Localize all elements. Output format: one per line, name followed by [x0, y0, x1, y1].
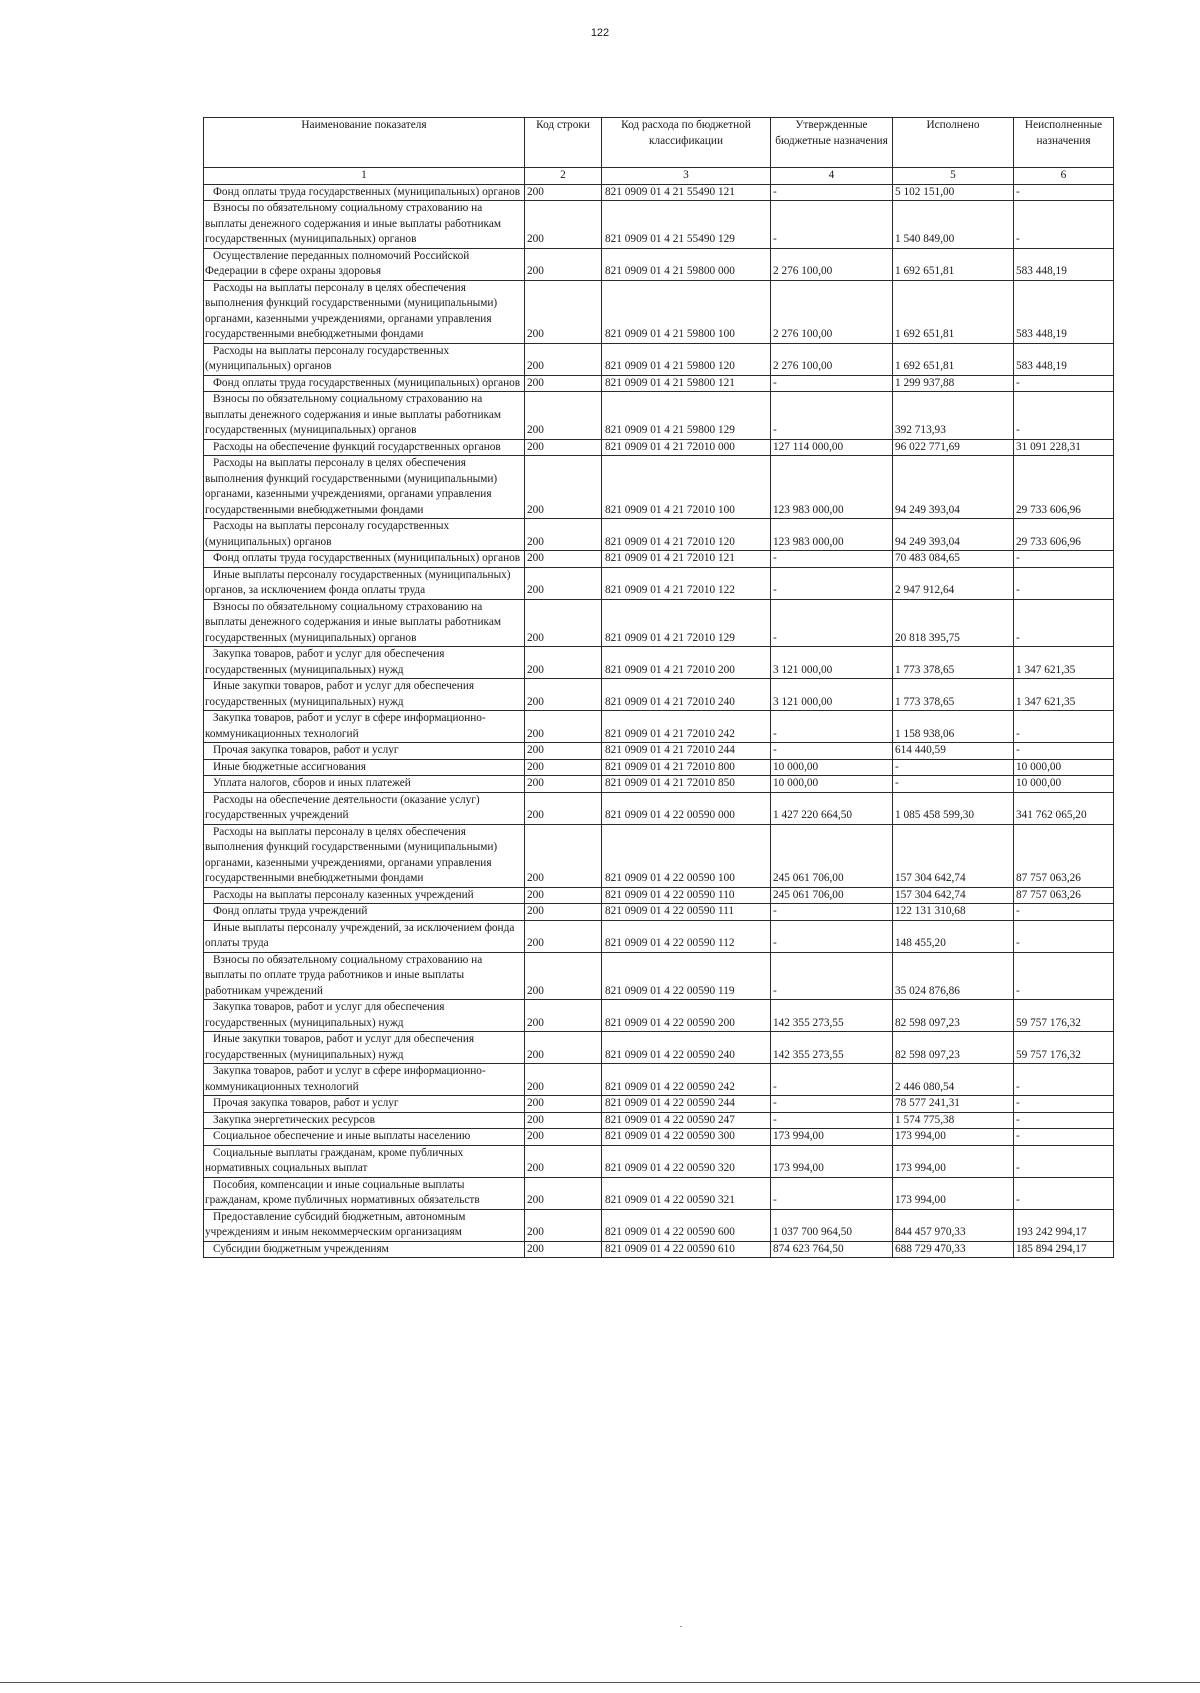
row-name-cell: [204, 519, 525, 551]
row-line-code-cell: 200: [525, 439, 602, 456]
row-approved-cell: -: [771, 201, 893, 249]
row-expense-code-cell: 821 0909 01 4 22 00590 242: [602, 1064, 771, 1096]
row-name-text: Расходы на обеспечение деятельности (оказание услуг) государственных учреждений: [205, 793, 480, 821]
row-expense-code-cell: 821 0909 01 4 22 00590 119: [602, 952, 771, 1000]
row-unexecuted-cell: 59 757 176,32: [1014, 1032, 1114, 1064]
row-executed-cell: 688 729 470,33: [893, 1241, 1014, 1258]
table-row: [204, 920, 1114, 952]
row-executed-cell: 5 102 151,00: [893, 184, 1014, 201]
row-approved-cell: 2 276 100,00: [771, 248, 893, 280]
row-executed-cell: 35 024 876,86: [893, 952, 1014, 1000]
row-name-cell: [204, 711, 525, 743]
row-unexecuted-cell: -: [1014, 1145, 1114, 1177]
row-line-code-cell: 200: [525, 248, 602, 280]
row-executed-cell: 20 818 395,75: [893, 599, 1014, 647]
row-name-text: Закупка товаров, работ и услуг для обеспечения государственных (муниципальных) нужд: [205, 648, 445, 676]
row-approved-cell: -: [771, 392, 893, 440]
row-approved-cell: -: [771, 567, 893, 599]
row-executed-cell: 173 994,00: [893, 1145, 1014, 1177]
row-name-cell: [204, 759, 525, 776]
row-approved-cell: 3 121 000,00: [771, 647, 893, 679]
table-row: [204, 248, 1114, 280]
row-executed-cell: 94 249 393,04: [893, 519, 1014, 551]
row-approved-cell: -: [771, 1177, 893, 1209]
row-expense-code-cell: 821 0909 01 4 21 72010 121: [602, 551, 771, 568]
row-name-cell: [204, 1032, 525, 1064]
row-expense-code-cell: 821 0909 01 4 22 00590 000: [602, 792, 771, 824]
row-line-code-cell: 200: [525, 952, 602, 1000]
row-name-text: Социальные выплаты гражданам, кроме публичных нормативных социальных выплат: [205, 1146, 464, 1174]
row-approved-cell: 2 276 100,00: [771, 280, 893, 343]
row-name-text: Иные выплаты персоналу учреждений, за исключением фонда оплаты труда: [205, 921, 515, 949]
row-unexecuted-cell: 10 000,00: [1014, 776, 1114, 793]
row-executed-cell: 2 947 912,64: [893, 567, 1014, 599]
row-name-cell: [204, 679, 525, 711]
row-name-cell: [204, 201, 525, 249]
table-row: [204, 776, 1114, 793]
row-approved-cell: 123 983 000,00: [771, 519, 893, 551]
row-name-text: Закупка товаров, работ и услуг для обеспечения государственных (муниципальных) нужд: [205, 1001, 445, 1029]
row-line-code-cell: 200: [525, 280, 602, 343]
row-unexecuted-cell: 59 757 176,32: [1014, 1000, 1114, 1032]
row-approved-cell: 123 983 000,00: [771, 456, 893, 519]
row-name-cell: [204, 184, 525, 201]
row-unexecuted-cell: -: [1014, 743, 1114, 760]
row-expense-code-cell: 821 0909 01 4 21 72010 850: [602, 776, 771, 793]
row-approved-cell: 10 000,00: [771, 776, 893, 793]
row-line-code-cell: 200: [525, 392, 602, 440]
row-expense-code-cell: 821 0909 01 4 22 00590 110: [602, 887, 771, 904]
row-executed-cell: 844 457 970,33: [893, 1209, 1014, 1241]
table-row: [204, 599, 1114, 647]
row-name-cell: [204, 1177, 525, 1209]
row-name-text: Взносы по обязательному социальному страхованию на выплаты по оплате труда работников и иные выплаты работникам учреждений: [205, 953, 483, 997]
table-row: [204, 1241, 1114, 1258]
row-name-text: Иные закупки товаров, работ и услуг для обеспечения государственных (муниципальных) нужд: [205, 680, 475, 708]
row-approved-cell: 173 994,00: [771, 1129, 893, 1146]
row-name-cell: [204, 904, 525, 921]
row-name-text: Предоставление субсидий бюджетным, автономным учреждениям и иным некоммерческим организациям: [205, 1210, 466, 1238]
row-executed-cell: 1 085 458 599,30: [893, 792, 1014, 824]
row-executed-cell: -: [893, 759, 1014, 776]
row-executed-cell: 1 158 938,06: [893, 711, 1014, 743]
row-executed-cell: 96 022 771,69: [893, 439, 1014, 456]
row-unexecuted-cell: -: [1014, 1064, 1114, 1096]
row-approved-cell: -: [771, 904, 893, 921]
row-name-text: Прочая закупка товаров, работ и услуг: [213, 1097, 399, 1109]
row-executed-cell: 173 994,00: [893, 1177, 1014, 1209]
row-expense-code-cell: 821 0909 01 4 22 00590 247: [602, 1112, 771, 1129]
row-name-cell: [204, 776, 525, 793]
row-name-text: Иные закупки товаров, работ и услуг для обеспечения государственных (муниципальных) нужд: [205, 1033, 475, 1061]
table-row: [204, 1112, 1114, 1129]
table-row: [204, 759, 1114, 776]
row-expense-code-cell: 821 0909 01 4 21 59800 100: [602, 280, 771, 343]
row-executed-cell: 173 994,00: [893, 1129, 1014, 1146]
table-row: [204, 711, 1114, 743]
row-unexecuted-cell: -: [1014, 711, 1114, 743]
column-number: 2: [525, 168, 602, 185]
row-name-text: Расходы на выплаты персоналу в целях обеспечения выполнения функций государственными (муниципальными) органами, казенными учреждениями, органами управления государственными внебюджетными фондами: [205, 457, 498, 516]
row-approved-cell: 1 037 700 964,50: [771, 1209, 893, 1241]
row-expense-code-cell: 821 0909 01 4 21 72010 244: [602, 743, 771, 760]
row-name-cell: [204, 551, 525, 568]
row-executed-cell: 157 304 642,74: [893, 824, 1014, 887]
row-executed-cell: 2 446 080,54: [893, 1064, 1014, 1096]
row-expense-code-cell: 821 0909 01 4 22 00590 600: [602, 1209, 771, 1241]
row-approved-cell: 245 061 706,00: [771, 887, 893, 904]
row-line-code-cell: 200: [525, 1064, 602, 1096]
row-executed-cell: 82 598 097,23: [893, 1032, 1014, 1064]
table-row: [204, 551, 1114, 568]
row-expense-code-cell: 821 0909 01 4 21 72010 200: [602, 647, 771, 679]
row-line-code-cell: 200: [525, 1177, 602, 1209]
row-name-text: Фонд оплаты труда государственных (муниципальных) органов: [213, 376, 521, 389]
row-unexecuted-cell: 29 733 606,96: [1014, 519, 1114, 551]
row-approved-cell: -: [771, 1064, 893, 1096]
table-row: [204, 1000, 1114, 1032]
row-executed-cell: 1 692 651,81: [893, 248, 1014, 280]
row-name-text: Взносы по обязательному социальному страхованию на выплаты денежного содержания и иные выплаты работникам государственных (муниципальных) органов: [205, 393, 501, 436]
row-approved-cell: -: [771, 551, 893, 568]
row-expense-code-cell: 821 0909 01 4 21 55490 121: [602, 184, 771, 201]
row-line-code-cell: 200: [525, 1000, 602, 1032]
row-line-code-cell: 200: [525, 1112, 602, 1129]
row-name-cell: [204, 1209, 525, 1241]
row-name-cell: [204, 248, 525, 280]
row-executed-cell: 157 304 642,74: [893, 887, 1014, 904]
table-row: [204, 184, 1114, 201]
row-name-text: Закупка товаров, работ и услуг в сфере информационно-коммуникационных технологий: [205, 712, 486, 740]
row-unexecuted-cell: -: [1014, 1112, 1114, 1129]
row-name-cell: [204, 1241, 525, 1258]
row-executed-cell: 392 713,93: [893, 392, 1014, 440]
row-expense-code-cell: 821 0909 01 4 21 72010 122: [602, 567, 771, 599]
row-name-text: Расходы на выплаты персоналу в целях обеспечения выполнения функций государственными (муниципальными) органами, казенными учреждениями, органами управления государственными внебюджетными фондами: [205, 825, 498, 884]
row-line-code-cell: 200: [525, 792, 602, 824]
row-name-cell: [204, 375, 525, 392]
row-expense-code-cell: 821 0909 01 4 22 00590 244: [602, 1096, 771, 1113]
row-approved-cell: 245 061 706,00: [771, 824, 893, 887]
row-name-text: Субсидии бюджетным учреждениям: [213, 1242, 389, 1255]
row-approved-cell: 3 121 000,00: [771, 679, 893, 711]
row-unexecuted-cell: 10 000,00: [1014, 759, 1114, 776]
row-name-cell: [204, 824, 525, 887]
row-line-code-cell: 200: [525, 1096, 602, 1113]
row-line-code-cell: 200: [525, 551, 602, 568]
row-name-text: Расходы на выплаты персоналу государственных (муниципальных) органов: [205, 344, 450, 372]
row-executed-cell: 122 131 310,68: [893, 904, 1014, 921]
row-approved-cell: -: [771, 952, 893, 1000]
row-line-code-cell: 200: [525, 1129, 602, 1146]
row-executed-cell: 1 692 651,81: [893, 343, 1014, 375]
row-name-cell: [204, 887, 525, 904]
page-number: 122: [590, 27, 610, 39]
row-name-text: Фонд оплаты труда государственных (муниципальных) органов: [213, 552, 521, 564]
row-approved-cell: 142 355 273,55: [771, 1032, 893, 1064]
row-approved-cell: -: [771, 711, 893, 743]
header-indicator-name: Наименование показателя: [204, 118, 525, 168]
row-name-text: Расходы на выплаты персоналу казенных учреждений: [213, 888, 474, 901]
row-name-text: Социальное обеспечение и иные выплаты населению: [213, 1130, 471, 1142]
row-line-code-cell: 200: [525, 201, 602, 249]
row-name-cell: [204, 743, 525, 760]
row-name-cell: [204, 343, 525, 375]
table-row: [204, 743, 1114, 760]
row-line-code-cell: 200: [525, 599, 602, 647]
table-row: [204, 567, 1114, 599]
row-unexecuted-cell: -: [1014, 201, 1114, 249]
column-number-row: [204, 168, 1114, 185]
row-executed-cell: 1 574 775,38: [893, 1112, 1014, 1129]
row-unexecuted-cell: 31 091 228,31: [1014, 439, 1114, 456]
row-expense-code-cell: 821 0909 01 4 21 59800 129: [602, 392, 771, 440]
row-expense-code-cell: 821 0909 01 4 21 72010 100: [602, 456, 771, 519]
row-name-text: Закупка энергетических ресурсов: [213, 1113, 375, 1126]
row-name-text: Прочая закупка товаров, работ и услуг: [213, 744, 399, 756]
row-expense-code-cell: 821 0909 01 4 21 72010 129: [602, 599, 771, 647]
row-executed-cell: 1 773 378,65: [893, 679, 1014, 711]
row-line-code-cell: 200: [525, 647, 602, 679]
row-unexecuted-cell: 29 733 606,96: [1014, 456, 1114, 519]
table-row: [204, 1177, 1114, 1209]
row-executed-cell: 1 692 651,81: [893, 280, 1014, 343]
header-unexecuted: Неисполненные назначения: [1014, 118, 1114, 168]
row-approved-cell: -: [771, 184, 893, 201]
row-unexecuted-cell: 583 448,19: [1014, 248, 1114, 280]
row-unexecuted-cell: 185 894 294,17: [1014, 1241, 1114, 1258]
row-unexecuted-cell: -: [1014, 1129, 1114, 1146]
row-name-cell: [204, 1064, 525, 1096]
row-expense-code-cell: 821 0909 01 4 21 72010 240: [602, 679, 771, 711]
row-executed-cell: 614 440,59: [893, 743, 1014, 760]
row-line-code-cell: 200: [525, 743, 602, 760]
row-line-code-cell: 200: [525, 1032, 602, 1064]
table-row: [204, 343, 1114, 375]
column-number: 3: [602, 168, 771, 185]
table-row: [204, 904, 1114, 921]
row-line-code-cell: 200: [525, 904, 602, 921]
row-unexecuted-cell: -: [1014, 567, 1114, 599]
row-approved-cell: 1 427 220 664,50: [771, 792, 893, 824]
row-name-cell: [204, 280, 525, 343]
row-line-code-cell: 200: [525, 711, 602, 743]
row-line-code-cell: 200: [525, 519, 602, 551]
row-name-text: Пособия, компенсации и иные социальные выплаты гражданам, кроме публичных нормативных обязательств: [205, 1178, 480, 1206]
row-approved-cell: 10 000,00: [771, 759, 893, 776]
row-line-code-cell: 200: [525, 887, 602, 904]
table-row: [204, 647, 1114, 679]
row-name-cell: [204, 599, 525, 647]
row-executed-cell: 1 773 378,65: [893, 647, 1014, 679]
row-executed-cell: 1 540 849,00: [893, 201, 1014, 249]
table-row: [204, 280, 1114, 343]
row-name-text: Иные бюджетные ассигнования: [213, 760, 366, 773]
row-expense-code-cell: 821 0909 01 4 22 00590 100: [602, 824, 771, 887]
row-line-code-cell: 200: [525, 824, 602, 887]
row-line-code-cell: 200: [525, 679, 602, 711]
row-name-text: Фонд оплаты труда учреждений: [213, 905, 368, 917]
column-number: 6: [1014, 168, 1114, 185]
table-row: [204, 392, 1114, 440]
row-line-code-cell: 200: [525, 759, 602, 776]
row-unexecuted-cell: -: [1014, 952, 1114, 1000]
row-expense-code-cell: 821 0909 01 4 21 72010 800: [602, 759, 771, 776]
row-line-code-cell: 200: [525, 776, 602, 793]
row-name-text: Осуществление переданных полномочий Российской Федерации в сфере охраны здоровья: [205, 249, 470, 277]
row-executed-cell: 82 598 097,23: [893, 1000, 1014, 1032]
row-unexecuted-cell: -: [1014, 184, 1114, 201]
table-row: [204, 1209, 1114, 1241]
row-line-code-cell: 200: [525, 184, 602, 201]
row-expense-code-cell: 821 0909 01 4 22 00590 240: [602, 1032, 771, 1064]
row-executed-cell: -: [893, 776, 1014, 793]
row-name-text: Взносы по обязательному социальному страхованию на выплаты денежного содержания и иные выплаты работникам государственных (муниципальных) органов: [205, 202, 501, 245]
header-executed: Исполнено: [893, 118, 1014, 168]
row-approved-cell: 173 994,00: [771, 1145, 893, 1177]
row-unexecuted-cell: -: [1014, 904, 1114, 921]
row-expense-code-cell: 821 0909 01 4 21 59800 121: [602, 375, 771, 392]
row-expense-code-cell: 821 0909 01 4 22 00590 111: [602, 904, 771, 921]
row-unexecuted-cell: 583 448,19: [1014, 343, 1114, 375]
column-number: 5: [893, 168, 1014, 185]
table-row: [204, 887, 1114, 904]
row-expense-code-cell: 821 0909 01 4 21 59800 000: [602, 248, 771, 280]
row-unexecuted-cell: 87 757 063,26: [1014, 824, 1114, 887]
row-line-code-cell: 200: [525, 567, 602, 599]
row-approved-cell: 142 355 273,55: [771, 1000, 893, 1032]
row-name-cell: [204, 1000, 525, 1032]
row-name-cell: [204, 1129, 525, 1146]
row-line-code-cell: 200: [525, 1145, 602, 1177]
row-approved-cell: -: [771, 1112, 893, 1129]
row-executed-cell: 1 299 937,88: [893, 375, 1014, 392]
row-approved-cell: -: [771, 920, 893, 952]
row-name-text: Фонд оплаты труда государственных (муниципальных) органов: [213, 185, 521, 198]
column-number: 1: [204, 168, 525, 185]
table-row: [204, 952, 1114, 1000]
row-name-cell: [204, 952, 525, 1000]
column-number: 4: [771, 168, 893, 185]
row-name-cell: [204, 1145, 525, 1177]
table-row: [204, 375, 1114, 392]
row-executed-cell: 94 249 393,04: [893, 456, 1014, 519]
row-name-text: Взносы по обязательному социальному страхованию на выплаты денежного содержания и иные выплаты работникам государственных (муниципальных) органов: [205, 600, 501, 644]
table-row: [204, 1096, 1114, 1113]
row-expense-code-cell: 821 0909 01 4 21 72010 120: [602, 519, 771, 551]
row-name-text: Расходы на выплаты персоналу государственных (муниципальных) органов: [205, 520, 450, 548]
table-row: [204, 792, 1114, 824]
row-unexecuted-cell: -: [1014, 375, 1114, 392]
row-line-code-cell: 200: [525, 343, 602, 375]
row-expense-code-cell: 821 0909 01 4 22 00590 321: [602, 1177, 771, 1209]
row-unexecuted-cell: 1 347 621,35: [1014, 679, 1114, 711]
row-executed-cell: 70 483 084,65: [893, 551, 1014, 568]
row-line-code-cell: 200: [525, 1209, 602, 1241]
row-unexecuted-cell: 1 347 621,35: [1014, 647, 1114, 679]
table-row: [204, 439, 1114, 456]
row-executed-cell: 148 455,20: [893, 920, 1014, 952]
row-expense-code-cell: 821 0909 01 4 22 00590 200: [602, 1000, 771, 1032]
row-expense-code-cell: 821 0909 01 4 21 59800 120: [602, 343, 771, 375]
page-bottom-rule: [0, 1682, 1200, 1683]
row-line-code-cell: 200: [525, 375, 602, 392]
table-row: [204, 1064, 1114, 1096]
row-unexecuted-cell: 341 762 065,20: [1014, 792, 1114, 824]
row-expense-code-cell: 821 0909 01 4 22 00590 112: [602, 920, 771, 952]
row-name-cell: [204, 1112, 525, 1129]
row-unexecuted-cell: -: [1014, 392, 1114, 440]
table-row: [204, 201, 1114, 249]
row-expense-code-cell: 821 0909 01 4 22 00590 610: [602, 1241, 771, 1258]
row-approved-cell: -: [771, 599, 893, 647]
row-unexecuted-cell: -: [1014, 920, 1114, 952]
row-approved-cell: -: [771, 375, 893, 392]
table-row: [204, 679, 1114, 711]
table-body: [204, 184, 1114, 1258]
header-approved: Утвержденные бюджетные назначения: [771, 118, 893, 168]
row-approved-cell: 2 276 100,00: [771, 343, 893, 375]
header-expense-code: Код расхода по бюджетной классификации: [602, 118, 771, 168]
row-name-cell: [204, 439, 525, 456]
table-row: [204, 824, 1114, 887]
row-name-text: Иные выплаты персоналу государственных (муниципальных) органов, за исключением фонда оплаты труда: [205, 568, 511, 596]
row-name-cell: [204, 392, 525, 440]
row-unexecuted-cell: 583 448,19: [1014, 280, 1114, 343]
row-unexecuted-cell: 87 757 063,26: [1014, 887, 1114, 904]
table-row: [204, 456, 1114, 519]
row-unexecuted-cell: -: [1014, 1177, 1114, 1209]
row-name-text: Закупка товаров, работ и услуг в сфере информационно-коммуникационных технологий: [205, 1065, 486, 1093]
row-name-cell: [204, 1096, 525, 1113]
row-name-cell: [204, 456, 525, 519]
row-unexecuted-cell: -: [1014, 1096, 1114, 1113]
row-name-text: Расходы на выплаты персоналу в целях обеспечения выполнения функций государственными (муниципальными) органами, казенными учреждениями, органами управления государственными внебюджетными фондами: [205, 281, 498, 340]
row-expense-code-cell: 821 0909 01 4 22 00590 320: [602, 1145, 771, 1177]
table-row: [204, 1129, 1114, 1146]
row-name-text: Уплата налогов, сборов и иных платежей: [213, 777, 411, 789]
row-name-cell: [204, 647, 525, 679]
row-line-code-cell: 200: [525, 1241, 602, 1258]
row-expense-code-cell: 821 0909 01 4 21 72010 242: [602, 711, 771, 743]
row-expense-code-cell: 821 0909 01 4 21 55490 129: [602, 201, 771, 249]
row-unexecuted-cell: -: [1014, 599, 1114, 647]
row-approved-cell: 127 114 000,00: [771, 439, 893, 456]
table-row: [204, 519, 1114, 551]
row-name-text: Расходы на обеспечение функций государственных органов: [213, 440, 501, 453]
row-name-cell: [204, 567, 525, 599]
row-name-cell: [204, 792, 525, 824]
row-line-code-cell: 200: [525, 456, 602, 519]
row-approved-cell: -: [771, 743, 893, 760]
row-unexecuted-cell: 193 242 994,17: [1014, 1209, 1114, 1241]
row-name-cell: [204, 920, 525, 952]
row-line-code-cell: 200: [525, 920, 602, 952]
header-line-code: Код строки: [525, 118, 602, 168]
row-expense-code-cell: 821 0909 01 4 21 72010 000: [602, 439, 771, 456]
table-header-row: [204, 118, 1114, 168]
table-row: [204, 1032, 1114, 1064]
budget-execution-table: [203, 117, 1114, 1258]
table-row: [204, 1145, 1114, 1177]
row-expense-code-cell: 821 0909 01 4 22 00590 300: [602, 1129, 771, 1146]
row-approved-cell: 874 623 764,50: [771, 1241, 893, 1258]
scan-speck: [680, 1626, 682, 1627]
row-unexecuted-cell: -: [1014, 551, 1114, 568]
row-executed-cell: 78 577 241,31: [893, 1096, 1014, 1113]
row-approved-cell: -: [771, 1096, 893, 1113]
